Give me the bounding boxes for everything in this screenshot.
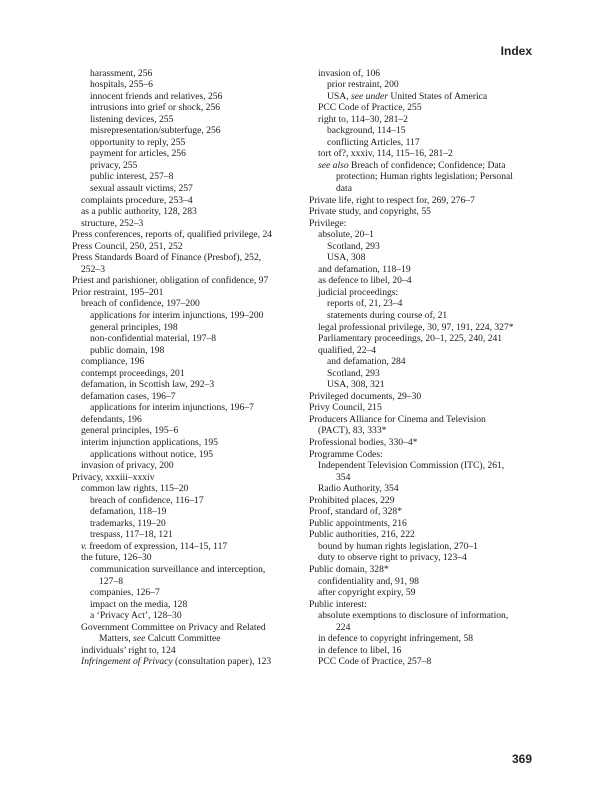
index-entry-text: public domain, 198 [90, 344, 165, 356]
index-entry [90, 125, 294, 137]
index-entry [318, 322, 535, 334]
index-entry-text: contempt proceedings, 201 [81, 367, 185, 379]
index-entry-text: general principles, 198 [90, 321, 178, 333]
index-entry-text: Privileged documents, 29–30 [309, 390, 422, 402]
index-entry-text: reports of, 21, 23–4 [327, 298, 403, 310]
index-entry [90, 564, 294, 576]
index-entry [99, 576, 294, 588]
index-entry-text: 224 [336, 621, 351, 633]
index-entry [81, 206, 294, 218]
index-entry-text: Public authorities, 216, 222 [309, 529, 415, 541]
index-entry [318, 587, 535, 599]
index-entry-text: in defence to copyright infringement, 58 [318, 633, 474, 645]
index-entry [81, 298, 294, 310]
index-entry-text: as defence to libel, 20–4 [318, 275, 412, 287]
index-entry [318, 656, 535, 668]
index-entry [90, 79, 294, 91]
page-number: 369 [511, 752, 532, 766]
index-entry [336, 622, 535, 634]
index-entry-text: hospitals, 255–6 [90, 79, 153, 91]
index-entry-text: invasion of, 106 [318, 67, 381, 79]
index-entry-text: the future, 126–30 [81, 552, 152, 564]
index-entry-text: defamation, 118–19 [90, 506, 167, 518]
index-entry-text: privacy, 255 [90, 159, 138, 171]
index-entry-text: 252–3 [81, 263, 105, 275]
index-entry-text: absolute, 20–1 [318, 229, 374, 241]
index-entry [318, 287, 535, 299]
index-entry-text: Public domain, 328* [309, 564, 389, 576]
index-entry-text: Private study, and copyright, 55 [309, 206, 431, 218]
index-entry-text: Public interest: [309, 598, 367, 610]
index-entry [90, 587, 294, 599]
index-entry-text: Radio Authority, 354 [318, 483, 399, 495]
index-entry-text: prior restraint, 200 [327, 79, 399, 91]
index-entry [318, 541, 535, 553]
index-entry [309, 506, 535, 518]
index-entry-text: protection; Human rights legislation; Personal [336, 171, 513, 183]
index-entry-text: impact on the media, 128 [90, 598, 188, 610]
index-entry-text: (consultation paper), 123 [172, 656, 272, 668]
index-entry-text: breach of confidence, 116–17 [90, 494, 204, 506]
index-entry-text: Scotland, 293 [327, 367, 380, 379]
index-entry [309, 402, 535, 414]
index-entry [309, 449, 535, 461]
index-entry-text: Private life, right to respect for, 269, 276–7 [309, 194, 475, 206]
index-entry [90, 449, 294, 461]
index-entry [309, 414, 535, 426]
index-entry-text: defamation cases, 196–7 [81, 390, 176, 402]
index-entry-text: Press Council, 250, 251, 252 [72, 240, 183, 252]
index-entry [90, 518, 294, 530]
index-entry-text: interim injunction applications, 195 [81, 437, 218, 448]
index-entry [318, 633, 535, 645]
index-entry [318, 229, 535, 241]
index-entry [336, 183, 535, 195]
index-entry [81, 656, 294, 668]
index-entry-text: trademarks, 119–20 [90, 517, 166, 529]
index-entry-text: Privilege: [309, 217, 347, 229]
index-entry [318, 552, 535, 564]
index-entry [81, 483, 294, 495]
index-entry-italic: see under [351, 90, 389, 102]
index-entry-text: non-confidential material, 197–8 [90, 333, 217, 345]
index-entry [318, 483, 535, 495]
index-entry [336, 472, 535, 484]
index-entry-text: Independent Television Commission (ITC), 261, [318, 460, 505, 472]
index-entry-text: sexual assault victims, 257 [90, 182, 193, 194]
index-entry-text: judicial proceedings: [318, 286, 399, 298]
index-entry-italic: see also [318, 159, 349, 171]
index-entry [309, 564, 535, 576]
index-entry [81, 622, 294, 634]
index-entry [327, 91, 535, 103]
index-entry-text: companies, 126–7 [90, 587, 160, 599]
index-entry-italic: v. [81, 540, 87, 552]
index-entry-text: breach of confidence, 197–200 [81, 298, 200, 310]
index-entry [309, 518, 535, 530]
index-entry-text: Producers Alliance for Cinema and Television [309, 413, 486, 425]
index-entry [81, 391, 294, 403]
index-entry-text: harassment, 256 [90, 67, 153, 79]
index-entry [318, 460, 535, 472]
index-entry-text: Professional bodies, 330–4* [309, 437, 418, 448]
index-entry-text: bound by human rights legislation, 270–1 [318, 540, 478, 552]
index-entry [318, 345, 535, 357]
index-entry [318, 102, 535, 114]
index-entry [72, 252, 294, 264]
index-entry [81, 218, 294, 230]
index-entry-text: Breach of confidence; Confidence; Data [348, 159, 506, 171]
index-entry [90, 68, 294, 80]
index-entry-text: Proof, standard of, 328* [309, 506, 402, 518]
index-entry [318, 333, 535, 345]
index-entry-text: public interest, 257–8 [90, 171, 174, 183]
index-entry [90, 322, 294, 334]
index-entry [81, 195, 294, 207]
index-entry [327, 298, 535, 310]
index-entry-italic: Infringement of Privacy [81, 656, 173, 668]
running-header: Index [500, 44, 532, 58]
index-entry-text: (PACT), 83, 333* [318, 425, 387, 437]
index-entry-text: Programme Codes: [309, 448, 383, 460]
index-entry [318, 148, 535, 160]
index-entry [327, 368, 535, 380]
index-entry [327, 379, 535, 391]
index-entry-text: invasion of privacy, 200 [81, 460, 174, 472]
index-entry [318, 610, 535, 622]
index-entry [81, 645, 294, 657]
index-entry-text: structure, 252–3 [81, 217, 144, 229]
index-entry [72, 287, 294, 299]
index-entry-text: trespass, 117–18, 121 [90, 529, 173, 541]
index-entry [99, 633, 294, 645]
index-entry [90, 529, 294, 541]
index-entry-text: statements during course of, 21 [327, 309, 448, 321]
index-entry [81, 460, 294, 472]
index-entry [327, 137, 535, 149]
index-entry-italic: see [133, 633, 146, 645]
index-entry-text: data [336, 182, 352, 194]
index-entry [81, 425, 294, 437]
index-column-right [309, 68, 535, 668]
index-entry-text: Privy Council, 215 [309, 402, 382, 414]
index-entry [336, 171, 535, 183]
index-entry-text: misrepresentation/subterfuge, 256 [90, 125, 221, 137]
index-entry [81, 368, 294, 380]
index-entry [81, 264, 294, 276]
index-entry [72, 275, 294, 287]
index-entry-text: defendants, 196 [81, 413, 142, 425]
index-entry-text: common law rights, 115–20 [81, 483, 189, 495]
index-entry [318, 275, 535, 287]
index-entry [90, 171, 294, 183]
index-entry [309, 599, 535, 611]
index-entry [90, 506, 294, 518]
index-entry [90, 102, 294, 114]
index-entry [81, 437, 294, 449]
index-entry [309, 495, 535, 507]
index-entry-text: PCC Code of Practice, 255 [318, 102, 422, 114]
index-entry-text: right to, 114–30, 281–2 [318, 113, 408, 125]
index-entry [81, 414, 294, 426]
index-entry-text: Press conferences, reports of, qualified privilege, 24 [72, 229, 273, 241]
index-entry-text: United States of America [388, 90, 488, 102]
index-entry-text: Calcutt Committee [145, 633, 221, 645]
index-entry [327, 125, 535, 137]
index-entry [90, 599, 294, 611]
index-entry-text: as a public authority, 128, 283 [81, 206, 197, 218]
index-entry-text: PCC Code of Practice, 257–8 [318, 656, 432, 668]
index-entry [90, 402, 294, 414]
index-entry-text: Government Committee on Privacy and Related [81, 621, 266, 633]
index-entry [318, 645, 535, 657]
index-entry-text: Privacy, xxxiii–xxxiv [72, 471, 155, 483]
index-entry-text: USA, 308 [327, 252, 366, 264]
index-entry-text: Public appointments, 216 [309, 517, 407, 529]
index-entry [90, 160, 294, 172]
index-entry-text: qualified, 22–4 [318, 344, 377, 356]
index-entry [81, 356, 294, 368]
index-entry-text: freedom of expression, 114–15, 117 [86, 540, 228, 552]
index-entry [318, 160, 535, 172]
index-entry-text: after copyright expiry, 59 [318, 587, 416, 599]
index-entry-text: tort of?, xxxiv, 114, 115–16, 281–2 [318, 148, 453, 160]
index-entry-text: Prohibited places, 229 [309, 494, 395, 506]
index-entry [309, 437, 535, 449]
index-entry [327, 310, 535, 322]
index-entry [318, 425, 535, 437]
index-entry [318, 576, 535, 588]
index-entry-text: applications for interim injunctions, 199–200 [90, 309, 264, 321]
index-entry-text: intrusions into grief or shock, 256 [90, 102, 221, 114]
index-entry-text: conflicting Articles, 117 [327, 136, 420, 148]
index-entry [81, 552, 294, 564]
index-entry-text: applications without notice, 195 [90, 448, 214, 460]
index-entry [72, 241, 294, 253]
index-entry-text: USA, 308, 321 [327, 379, 385, 391]
index-entry-text: USA, [327, 90, 351, 102]
index-entry-text: Parliamentary proceedings, 20–1, 225, 240, 241 [318, 333, 503, 345]
index-entry [309, 218, 535, 230]
index-entry-text: applications for interim injunctions, 196–7 [90, 402, 254, 414]
index-entry [90, 333, 294, 345]
index-entry [318, 114, 535, 126]
index-entry-text: listening devices, 255 [90, 113, 174, 125]
index-entry-text: payment for articles, 256 [90, 148, 186, 160]
index-entry [72, 229, 294, 241]
index-entry-text: general principles, 195–6 [81, 425, 179, 437]
index-entry [327, 252, 535, 264]
index-entry [90, 137, 294, 149]
index-column-left [72, 68, 294, 668]
index-entry-text: and defamation, 118–19 [318, 263, 411, 275]
index-entry [309, 195, 535, 207]
index-entry [90, 310, 294, 322]
index-entry-text: communication surveillance and interception, [90, 564, 266, 576]
index-entry [90, 610, 294, 622]
index-entry [309, 206, 535, 218]
index-entry-text: innocent friends and relatives, 256 [90, 90, 223, 102]
index-entry-text: in defence to libel, 16 [318, 644, 402, 656]
index-entry-text: compliance, 196 [81, 356, 145, 368]
index-entry [90, 495, 294, 507]
index-entry [327, 356, 535, 368]
index-entry-text: 127–8 [99, 575, 123, 587]
index-entry [327, 79, 535, 91]
index-entry-text: background, 114–15 [327, 125, 406, 137]
index-entry [90, 114, 294, 126]
index-entry-text: and defamation, 284 [327, 356, 406, 368]
index-entry-text: Scotland, 293 [327, 240, 380, 252]
index-entry-text: legal professional privilege, 30, 97, 191, 224, 327* [318, 321, 514, 333]
index-entry [318, 264, 535, 276]
index-entry-text: a ‘Privacy Act’, 128–30 [90, 610, 182, 622]
index-entry-text: Priest and parishioner, obligation of confidence, 97 [72, 275, 269, 287]
index-entry [90, 91, 294, 103]
index-entry-text: opportunity to reply, 255 [90, 136, 186, 148]
index-entry [90, 183, 294, 195]
index-entry-text: Press Standards Board of Finance (Presbof), 252, [72, 252, 262, 264]
index-entry [72, 472, 294, 484]
index-entry-text: duty to observe right to privacy, 123–4 [318, 552, 467, 564]
index-entry-text: confidentiality and, 91, 98 [318, 575, 419, 587]
index-entry-text: complaints procedure, 253–4 [81, 194, 193, 206]
index-entry [309, 529, 535, 541]
index-entry [81, 379, 294, 391]
index-entry [90, 345, 294, 357]
index-entry-text: defamation, in Scottish law, 292–3 [81, 379, 215, 391]
index-entry-text: absolute exemptions to disclosure of information, [318, 610, 509, 622]
index-entry-text: Prior restraint, 195–201 [72, 286, 164, 298]
index-entry [81, 541, 294, 553]
index-entry [318, 68, 535, 80]
index-entry [327, 241, 535, 253]
index-entry [90, 148, 294, 160]
index-entry-text: individuals’ right to, 124 [81, 644, 176, 656]
index-entry [309, 391, 535, 403]
index-entry-text: 354 [336, 471, 351, 483]
index-entry-text: Matters, [99, 633, 134, 645]
